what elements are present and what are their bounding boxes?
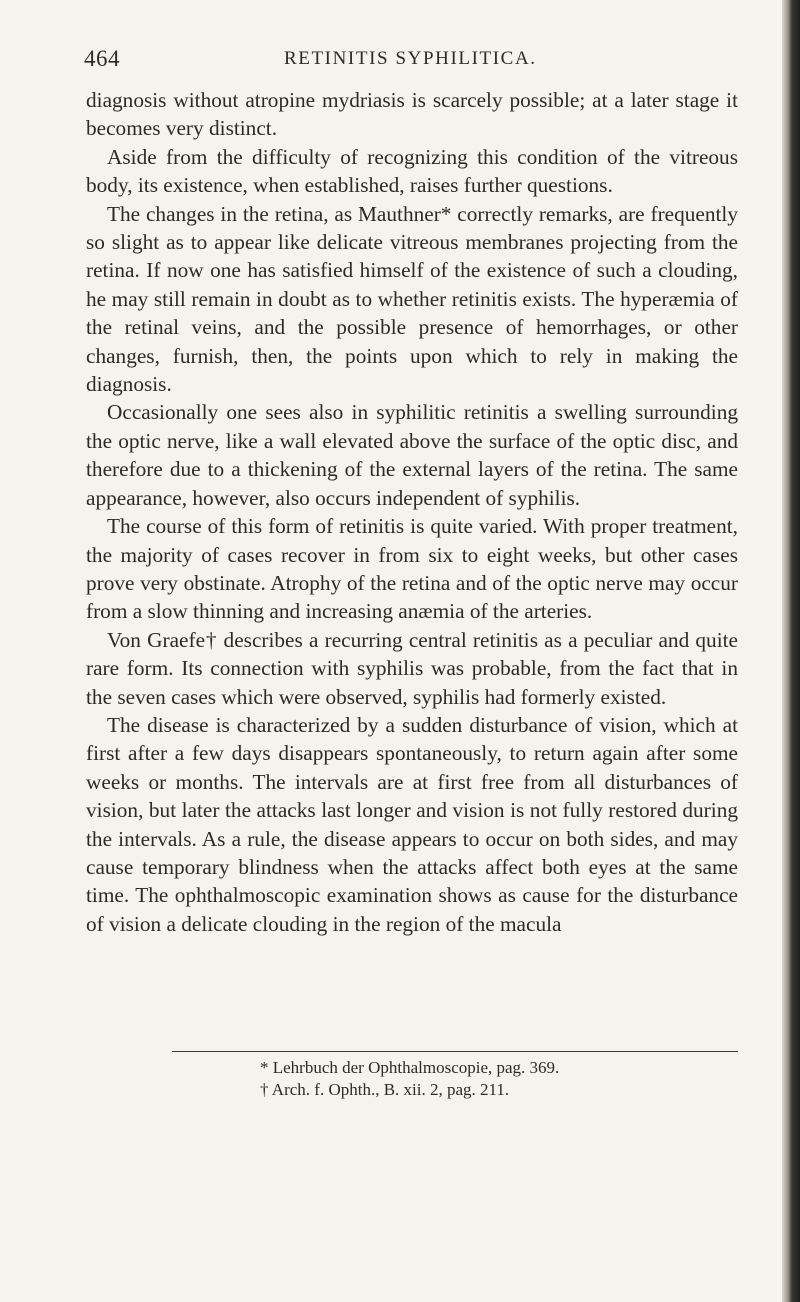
page-header	[84, 46, 730, 76]
footnote-mauthner: * Lehrbuch der Ophthalmoscopie, pag. 369.	[260, 1058, 560, 1077]
footnote-divider	[172, 1051, 738, 1052]
paragraph: The changes in the retina, as Mauthner* correctly remarks, are frequently so slight as to appear like delicate vitreous membranes projecting from the retina. If now one has satisfied himself of the existence of such a clouding, he may still remain in doubt as to whether retinitis exists. The hyperæmia of the retinal veins, and the possible presence of hemorrhages, or other changes, furnish, then, the points upon which to rely in making the diagnosis.	[86, 201, 738, 397]
paragraph: Occasionally one sees also in syphilitic retinitis a swelling surrounding the optic nerve, like a wall elevated above the surface of the optic disc, and therefore due to a thickening of the external layers of the retina. The same appearance, however, also occurs independent of syphilis.	[86, 400, 738, 510]
body-text	[86, 86, 738, 938]
footnotes	[260, 1057, 740, 1101]
page-number: 464	[84, 46, 120, 71]
paragraph: Von Graefe† describes a recurring central retinitis as a peculiar and quite rare form. Its connection with syphilis was probable, from the fact that in the seven cases which were observed, syphilis had formerly existed.	[86, 627, 738, 709]
page-edge-shadow	[782, 0, 800, 1302]
paragraph: The disease is characterized by a sudden disturbance of vision, which at first after a few days disappears spontaneously, to return again after some weeks or months. The intervals are at first free from all disturbances of vision, but later the attacks last longer and vision is not fully restored during the intervals. As a rule, the disease appears to occur on both sides, and may cause temporary blindness when the attacks affect both eyes at the same time. The ophthalmoscopic examination shows as cause for the disturbance of vision a delicate clouding in the region of the macula	[86, 712, 738, 936]
paragraph: Aside from the difficulty of recognizing this condition of the vitreous body, its existence, when established, raises further questions.	[86, 144, 738, 198]
paragraph: The course of this form of retinitis is quite varied. With proper treatment, the majority of cases recover in from six to eight weeks, but other cases prove very obstinate. Atrophy of the retina and of the optic nerve may occur from a slow thinning and increasing anæmia of the arteries.	[86, 514, 738, 624]
paragraph-continued: diagnosis without atropine mydriasis is scarcely possible; at a later stage it becomes very distinct.	[86, 88, 738, 141]
running-head: RETINITIS SYPHILITICA.	[284, 48, 537, 69]
footnote-graefe: † Arch. f. Ophth., B. xii. 2, pag. 211.	[260, 1080, 510, 1099]
